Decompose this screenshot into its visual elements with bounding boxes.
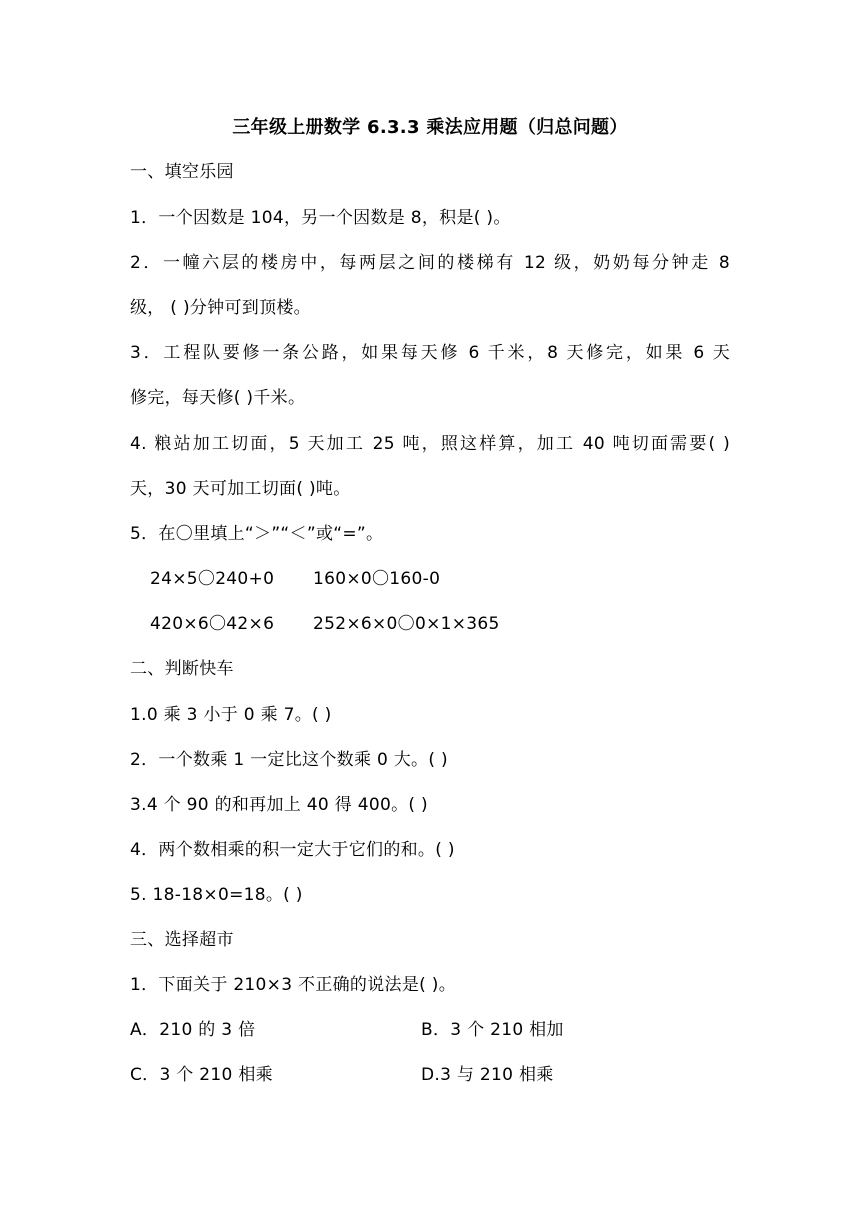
option-a: A．210 的 3 倍 [130,1020,256,1040]
option-d: D.3 与 210 相乘 [421,1065,554,1085]
question-1-4-line1: 4. 粮站加工切面，5 天加工 25 吨，照这样算，加工 40 吨切面需要( ) [130,434,730,454]
question-2-5: 5. 18-18×0=18。( ) [130,885,303,905]
question-1-5: 5．在〇里填上“＞”“＜”或“=”。 [130,524,384,544]
question-1-1: 1．一个因数是 104，另一个因数是 8，积是( )。 [130,208,511,228]
question-2-4: 4．两个数相乘的积一定大于它们的和。( ) [130,840,455,860]
question-1-3-line1: 3．工程队要修一条公路，如果每天修 6 千米，8 天修完，如果 6 天 [130,343,730,363]
section-heading-multiple-choice: 三、选择超市 [130,930,234,950]
question-1-2-line1: 2．一幢六层的楼房中，每两层之间的楼梯有 12 级，奶奶每分钟走 8 [130,253,730,273]
question-2-1: 1.0 乘 3 小于 0 乘 7。( ) [130,705,332,725]
question-2-3: 3.4 个 90 的和再加上 40 得 400。( ) [130,795,428,815]
question-1-4-line2: 天，30 天可加工切面( )吨。 [130,479,351,499]
option-c: C．3 个 210 相乘 [130,1065,273,1085]
compare-item-b: 160×0〇160-0 [313,569,441,589]
question-2-2: 2．一个数乘 1 一定比这个数乘 0 大。( ) [130,750,448,770]
compare-item-c: 420×6〇42×6 [150,614,275,634]
section-heading-true-false: 二、判断快车 [130,659,234,679]
question-1-3-line2: 修完，每天修( )千米。 [130,388,306,408]
compare-item-d: 252×6×0〇0×1×365 [313,614,500,634]
question-3-1: 1．下面关于 210×3 不正确的说法是( )。 [130,975,456,995]
section-heading-fill-in: 一、填空乐园 [130,162,234,182]
question-1-2-line2: 级， ( )分钟可到顶楼。 [130,298,311,318]
compare-item-a: 24×5〇240+0 [150,569,275,589]
option-b: B．3 个 210 相加 [421,1020,564,1040]
worksheet-title: 三年级上册数学 6.3.3 乘法应用题（归总问题） [232,117,628,138]
